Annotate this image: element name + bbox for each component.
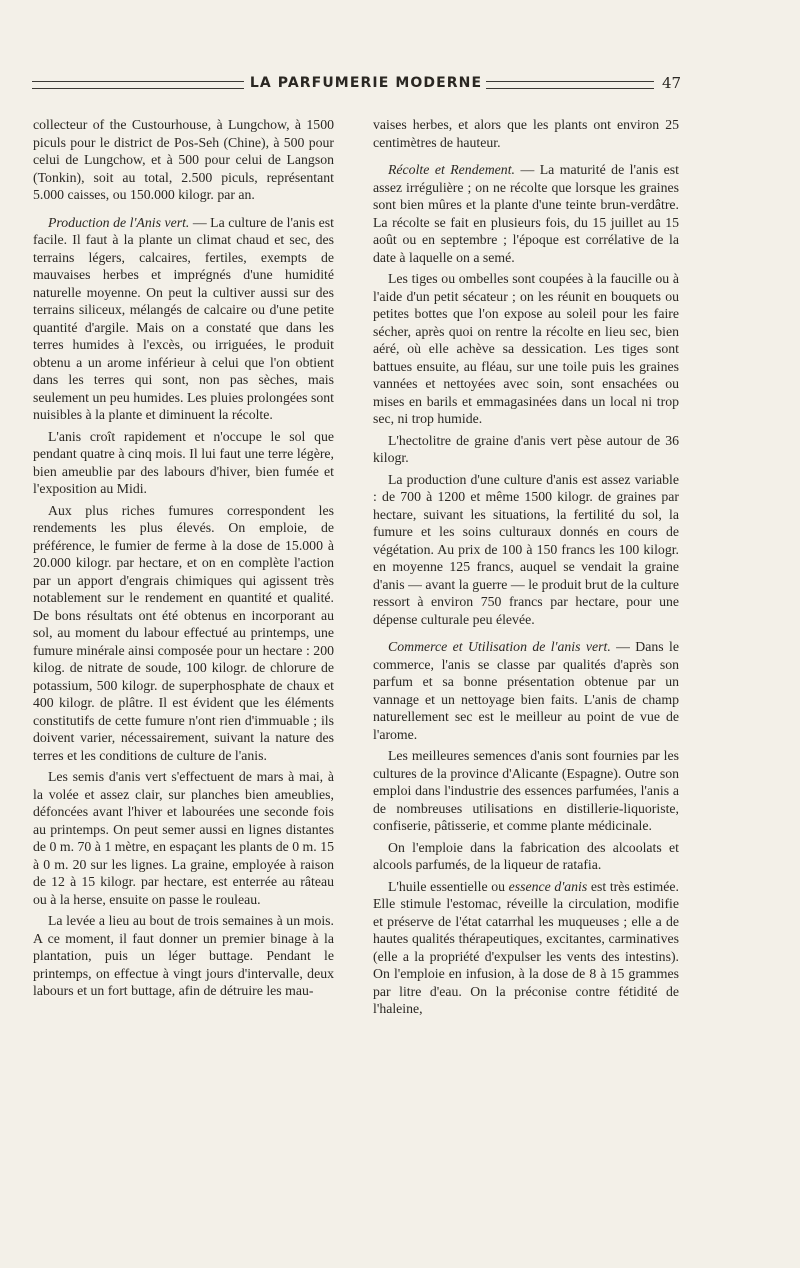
paragraph: L'anis croît rapidement et n'occupe le sol que pendant quatre à cinq mois. Il lui faut une terre légère, bien ameublie par des labours d'hiver, bien fumée et l'exposition au Midi. [33,428,334,496]
paragraph-text: est très estimée. Elle stimule l'estomac, réveille la circulation, modifie et préserve de l'état catarrhal les muqueuses ; elle a de hautes qualités thérapeutiques, excitantes, carminatives (elle a la propriété d'expulser les vents des intestins). On l'emploie en infusion, à la dose de 8 à 15 grammes par litre d'eau. On la préconise contre fétidité de l'haleine, [373,878,679,1016]
emphasis-text: essence d'anis [508,878,588,894]
header-rule-left [32,81,244,89]
paragraph: La production d'une culture d'anis est assez variable : de 700 à 1200 et même 1500 kilogr. de graines par hectare, suivant les situations, la fertilité du sol, la fumure et les soins culturaux donnés en cours de végétation. Au prix de 100 à 150 francs les 100 kilogr. en moyenne 125 francs, auquel se vendait la graine d'anis — avant la guerre — le produit brut de la culture ressort à environ 750 francs par hectare, pour une dépense culturale peu élevée. [373,471,679,627]
paragraph: collecteur of the Custourhouse, à Lungchow, à 1500 piculs pour le district de Pos-Seh (Chine), à 500 pour celui de Lungchow, et à 500 pour celui de Langson (Tonkin), soit au total, 2.500 piculs, représentant 5.000 caisses, ou 150.000 kilogr. par an. [33,117,334,202]
paragraph: Les tiges ou ombelles sont coupées à la faucille ou à l'aide d'un petit sécateur ; on les réunit en bouquets ou petites bottes que l'on expose au soleil pour les faire sécher, après quoi on rentre la récolte en lieu sec, bien aéré, où elle achève sa dessication. Les tiges sont battues ensuite, au fléau, sur une toile puis les graines vannées et nettoyées avec soin, sont ensachées ou mises en barils et emmagasinées dans un local ni trop sec, ni trop humide. [373,271,679,426]
paragraph-production [33,214,334,424]
paragraph: Les semis d'anis vert s'effectuent de mars à mai, à la volée et assez clair, sur planches bien ameublies, défoncées avant l'hiver et labourées une seconde fois au printemps. On peut semer aussi en lignes distantes de 0 m. 70 à 1 mètre, en espaçant les plants de 0 m. 15 à 0 m. 20 sur les lignes. La graine, employée à raison de 12 à 15 kilogr. par hectare, est enterrée au râteau ou à la herse, ensuite on passe le rouleau. [33,769,334,907]
paragraph-huile [373,878,679,1018]
paragraph: On l'emploie dans la fabrication des alcoolats et alcools parfumés, de la liqueur de ratafia. [373,839,679,872]
page-number: 47 [662,74,682,92]
paragraph-recolte [373,161,679,266]
section-heading: Production de l'Anis vert. [48,214,190,230]
paragraph-text: L'huile essentielle ou [388,878,509,894]
right-column [373,116,679,1022]
page-header [32,70,682,100]
running-title: LA PARFUMERIE MODERNE [249,75,483,91]
left-column [33,116,334,1004]
section-heading: Commerce et Utilisation de l'anis vert. [388,639,611,654]
header-rule-right [486,81,654,89]
paragraph-text: — La maturité de l'anis est assez irrégulière ; on ne récolte que lorsque les graines sont bien mûres et la plante d'une teinte brun-verdâtre. La récolte se fait en plusieurs fois, du 15 juillet au 15 août ou en septembre ; l'époque est corrélative de la date à laquelle on a semé. [373,162,679,265]
section-heading: Récolte et Rendement. [388,162,515,177]
paragraph: vaises herbes, et alors que les plants ont environ 25 centimètres de hauteur. [373,117,679,150]
paragraph-text: — Dans le commerce, l'anis se classe par qualités d'après son parfum et sa bonne présentation obtenue par un vannage et un nettoyage bien faits. L'anis de champ naturellement sec est le meilleur au point de vue de l'arome. [373,639,679,742]
paragraph: La levée a lieu au bout de trois semaines à un mois. A ce moment, il faut donner un premier binage à la plantation, puis un léger buttage. Pendant le printemps, on effectue à vingt jours d'intervalle, deux labours et un fort buttage, afin de détruire les mau- [33,913,334,998]
paragraph: Aux plus riches fumures correspondent les rendements les plus élevés. On emploie, de préférence, le fumier de ferme à la dose de 15.000 à 20.000 kilogr. par hectare, et on en complète l'action par un apport d'engrais chimiques qui agissent très notablement sur le rendement en quantité et qualité. De bons résultats ont été obtenus en incorporant au sol, au moment du labour effectué au printemps, une fumure minérale ainsi composée pour un hectare : 200 kilog. de nitrate de soude, 100 kilogr. de chlorure de potassium, 500 kilogr. de superphosphate de chaux et 400 kilogr. de plâtre. Il est évident que les éléments constitutifs de cette fumure n'ont rien d'immuable ; ils doivent varier, nécessairement, suivant la nature des terres et les conditions de culture de l'anis. [33,502,334,763]
paragraph-text: — La culture de l'anis est facile. Il faut à la plante un climat chaud et sec, des terrains légers, calcaires, fertiles, exempts de mauvaises herbes et imprégnés d'une humidité naturelle moyenne. On peut la cultiver aussi sur des terrains siliceux, mélangés de calcaire ou d'une petite quantité d'argile. Mais on a constaté que dans les terres humides à l'excès, ou irriguées, le produit obtenu a un arome inférieur à celui que l'on obtient dans les terres qui sont, non pas sèches, mais seulement un peu humides. Les pluies prolongées sont nuisibles à la plante et diminuent la récolte. [33,214,334,422]
paragraph: Les meilleures semences d'anis sont fournies par les cultures de la province d'Alicante (Espagne). Outre son emploi dans l'industrie des essences parfumées, l'anis a de nombreuses utilisations en distillerie-liquoriste, confiserie, pâtisserie, et comme plante médicinale. [373,748,679,833]
paragraph: L'hectolitre de graine d'anis vert pèse autour de 36 kilogr. [373,432,679,465]
paragraph-commerce [373,638,679,743]
